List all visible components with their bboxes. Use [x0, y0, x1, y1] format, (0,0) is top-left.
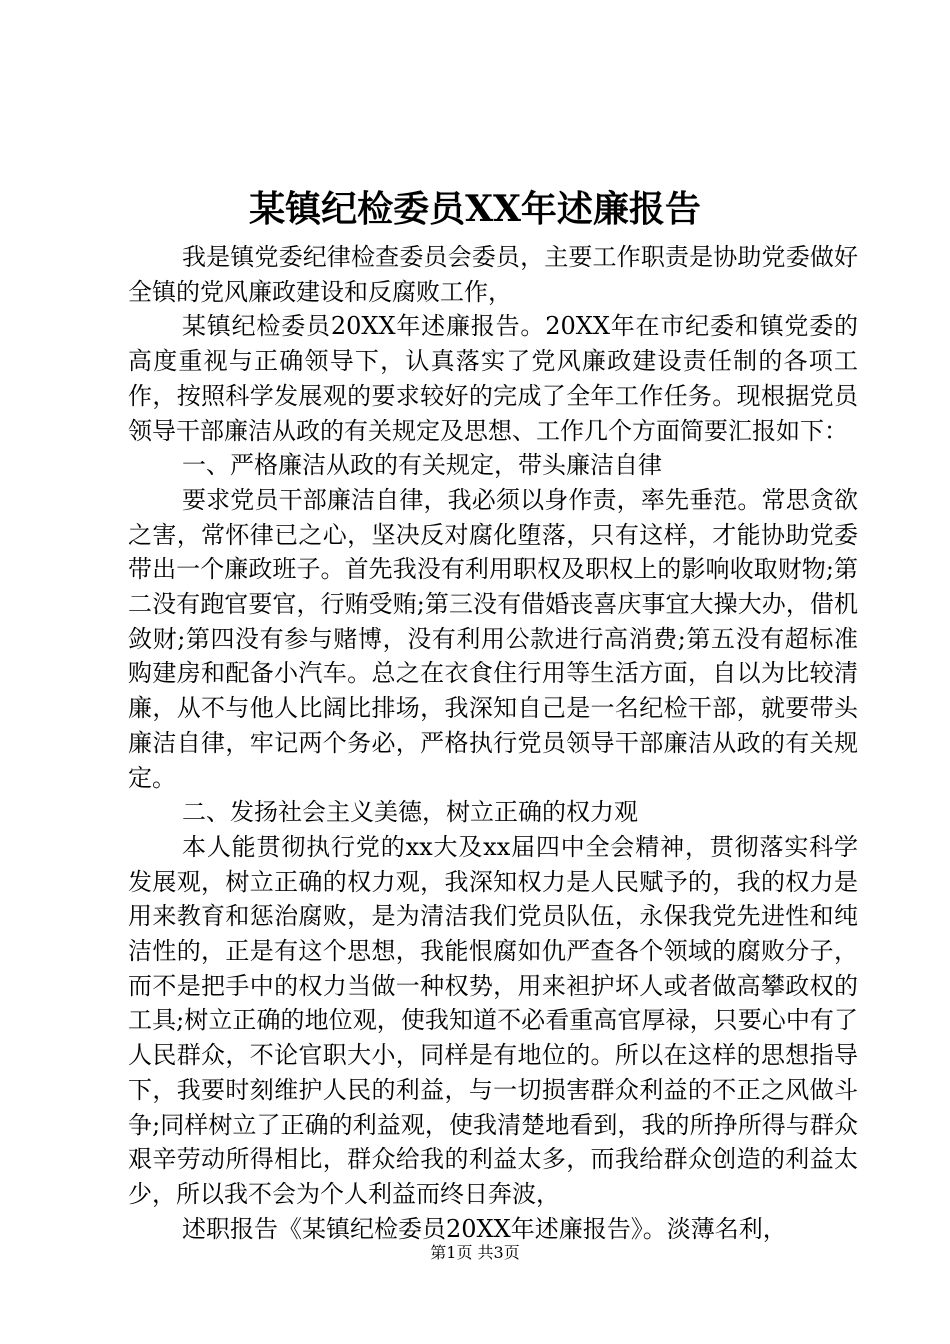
document-title: 某镇纪检委员XX年述廉报告 — [249, 188, 701, 230]
document-body — [128, 240, 858, 1246]
paragraph-continuation: 述职报告《某镇纪检委员20XX年述廉报告》。淡薄名利， — [182, 1214, 787, 1243]
paragraph-summary: 某镇纪检委员20XX年述廉报告。20XX年在市纪委和镇党委的高度重视与正确领导下，认真落实了党风廉政建设责任制的各项工作，按照科学发展观的要求较好的完成了全年工作任务。现根据党员领导干部廉洁从政的有关规定及思想、工作几个方面简要汇报如下： — [128, 312, 858, 445]
paragraph-section-1: 要求党员干部廉洁自律，我必须以身作责，率先垂范。常思贪欲之害，常怀律已之心，坚决反对腐化堕落，只有这样，才能协助党委带出一个廉政班子。首先我没有利用职权及职权上的影响收取财物;第二没有跑官要官，行贿受贿;第三没有借婚丧喜庆事宜大操大办，借机敛财;第四没有参与赌博，没有利用公款进行高消费;第五没有超标准购建房和配备小汽车。总之在衣食住行用等生活方面，自以为比较清廉，从不与他人比阔比排场，我深知自己是一名纪检干部，就要带头廉洁自律，牢记两个务必，严格执行党员领导干部廉洁从政的有关规定。 — [128, 485, 858, 792]
paragraph-intro: 我是镇党委纪律检查委员会委员，主要工作职责是协助党委做好全镇的党风廉政建设和反腐败工作， — [128, 243, 858, 306]
page-footer: 第1页 共3页 — [430, 1243, 520, 1262]
section-heading-2: 二、发扬社会主义美德，树立正确的权力观 — [182, 798, 638, 827]
paragraph-section-2: 本人能贯彻执行党的xx大及xx届四中全会精神，贯彻落实科学发展观，树立正确的权力观，我深知权力是人民赋予的，我的权力是用来教育和惩治腐败，是为清洁我们党员队伍，永保我党先进性和纯洁性的，正是有这个思想，我能恨腐如仇严查各个领域的腐败分子，而不是把手中的权力当做一种权势，用来袒护坏人或者做高攀政权的工具;树立正确的地位观，使我知道不必看重高官厚禄，只要心中有了人民群众，不论官职大小，同样是有地位的。所以在这样的思想指导下，我要时刻维护人民的利益，与一切损害群众利益的不正之风做斗争;同样树立了正确的利益观，使我清楚地看到，我的所挣所得与群众艰辛劳动所得相比，群众给我的利益太多，而我给群众创造的利益太少，所以我不会为个人利益而终日奔波， — [128, 832, 858, 1208]
section-heading-1: 一、严格廉洁从政的有关规定，带头廉洁自律 — [182, 451, 662, 480]
